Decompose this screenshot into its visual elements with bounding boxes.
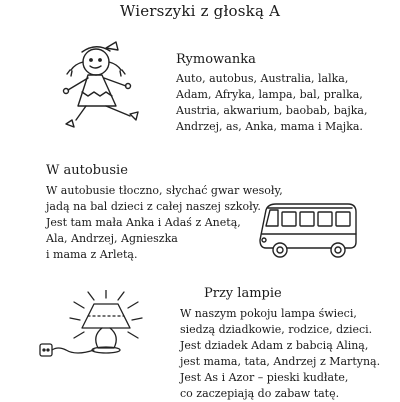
poem-line: Jest dziadek Adam z babcią Aliną, bbox=[180, 339, 369, 352]
poem-line: siedzą dziadkowie, rodzice, dzieci. bbox=[180, 323, 373, 336]
poem-line: Andrzej, as, Anka, mama i Majka. bbox=[176, 120, 363, 133]
poem-w-autobusie bbox=[46, 183, 283, 263]
poem-heading-przy-lampie: Przy lampie bbox=[204, 286, 282, 301]
poem-line: Austria, akwarium, baobab, bajka, bbox=[176, 104, 368, 117]
poem-line: Auto, autobus, Australia, lalka, bbox=[176, 72, 349, 85]
poem-line: Jest tam mała Anka i Adaś z Anetą, bbox=[46, 216, 241, 229]
poem-line: jest mama, tata, Andrzej z Martyną. bbox=[180, 355, 381, 368]
poem-rymowanka bbox=[176, 71, 368, 135]
page-title: Wierszyki z głoską A bbox=[119, 2, 281, 20]
poem-line: Jest As i Azor – pieski kudłate, bbox=[180, 371, 349, 384]
poem-line: W naszym pokoju lampa świeci, bbox=[180, 307, 357, 320]
poem-heading-rymowanka: Rymowanka bbox=[176, 52, 256, 67]
lamp-icon bbox=[36, 290, 176, 370]
doll-icon bbox=[44, 40, 164, 130]
poem-line: W autobusie tłoczno, słychać gwar wesoły, bbox=[46, 184, 283, 197]
poem-heading-w-autobusie: W autobusie bbox=[46, 163, 128, 178]
poem-line: co zaczepiają do zabaw tatę. bbox=[180, 387, 340, 400]
poem-line: jadą na bal dzieci z całej naszej szkoły. bbox=[46, 200, 261, 213]
poem-przy-lampie bbox=[180, 306, 380, 402]
poem-line: Adam, Afryka, lampa, bal, pralka, bbox=[176, 88, 363, 101]
poem-line: Ala, Andrzej, Agnieszka bbox=[46, 232, 178, 245]
bus-icon bbox=[252, 196, 362, 266]
poem-line: i mama z Arletą. bbox=[46, 248, 138, 261]
